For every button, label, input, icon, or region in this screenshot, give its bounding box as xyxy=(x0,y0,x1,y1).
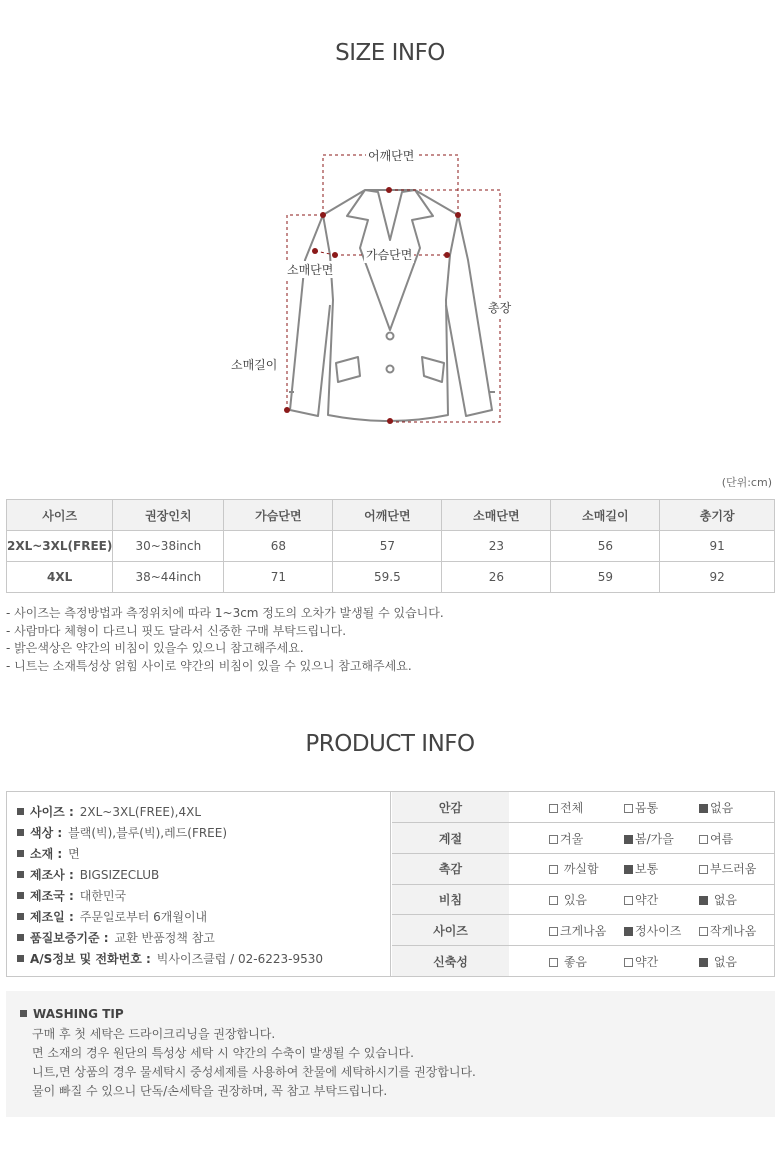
attribute-row xyxy=(392,884,774,915)
attribute-option xyxy=(549,891,624,908)
bullet-square-icon xyxy=(20,1010,27,1017)
detail-label: A/S정보 및 전화번호 : xyxy=(30,952,151,966)
cell-size: 2XL~3XL(FREE) xyxy=(7,531,113,562)
attribute-options xyxy=(509,853,774,884)
attribute-row xyxy=(392,915,774,946)
attribute-row xyxy=(392,792,774,823)
option-label: 있음 xyxy=(560,892,587,907)
option-label: 약간 xyxy=(635,892,659,907)
unchecked-box-icon xyxy=(699,835,708,844)
table-row xyxy=(7,562,775,593)
option-label: 없음 xyxy=(710,954,737,969)
attribute-options xyxy=(509,884,774,915)
bullet-square-icon xyxy=(17,829,24,836)
unchecked-box-icon xyxy=(624,896,633,905)
attribute-option xyxy=(624,799,699,816)
cell-total-length: 91 xyxy=(660,531,775,562)
cell-sleeve-length: 56 xyxy=(551,531,660,562)
attribute-name: 신축성 xyxy=(392,945,509,976)
attribute-option xyxy=(699,922,774,939)
wash-line: 면 소재의 경우 원단의 특성상 세탁 시 약간의 수축이 발생될 수 있습니다. xyxy=(32,1046,414,1060)
attribute-row xyxy=(392,945,774,976)
option-label: 겨울 xyxy=(560,831,584,846)
detail-label: 제조일 : xyxy=(30,910,74,924)
attribute-option xyxy=(699,830,774,847)
washing-tip-label: WASHING TIP xyxy=(33,1007,124,1021)
detail-label: 품질보증기준 : xyxy=(30,931,109,945)
option-label: 없음 xyxy=(710,892,737,907)
detail-value: 대한민국 xyxy=(79,889,127,903)
unchecked-box-icon xyxy=(549,835,558,844)
detail-value: 빅사이즈클럽 / 02-6223-9530 xyxy=(156,952,324,966)
detail-label: 소재 : xyxy=(30,847,63,861)
jacket-illustration xyxy=(0,140,780,440)
table-row xyxy=(7,531,775,562)
attribute-option xyxy=(549,799,624,816)
detail-value: 블랙(빅),블루(빅),레드(FREE) xyxy=(68,826,228,840)
attribute-option xyxy=(624,830,699,847)
option-label: 봄/가을 xyxy=(635,831,674,846)
detail-value: 교환 반품정책 참고 xyxy=(114,931,215,945)
cell-total-length: 92 xyxy=(660,562,775,593)
detail-value: 면 xyxy=(68,847,80,861)
jacket-outline xyxy=(289,190,495,421)
label-length: 총장 xyxy=(488,301,512,315)
label-sleeve-length: 소매길이 xyxy=(231,358,278,372)
size-info-title: SIZE INFO xyxy=(335,40,445,66)
cell-inch: 38~44inch xyxy=(113,562,224,593)
note-line: - 니트는 소재특성상 얽힘 사이로 약간의 비침이 있을 수 있으니 참고해주세요. xyxy=(6,658,412,673)
attribute-option xyxy=(549,922,624,939)
detail-label: 제조사 : xyxy=(30,868,74,882)
attribute-name: 안감 xyxy=(392,792,509,823)
option-label: 여름 xyxy=(710,831,734,846)
bullet-square-icon xyxy=(17,955,24,962)
header-sleeve-length: 소매길이 xyxy=(551,500,660,531)
attribute-option xyxy=(699,799,774,816)
header-inch: 권장인치 xyxy=(113,500,224,531)
attribute-options xyxy=(509,945,774,976)
detail-label: 제조국 : xyxy=(30,889,74,903)
note-line: - 사람마다 체형이 다르니 핏도 달라서 신중한 구매 부탁드립니다. xyxy=(6,623,347,638)
option-label: 보통 xyxy=(635,862,659,877)
attribute-option xyxy=(699,891,774,908)
product-info-title: PRODUCT INFO xyxy=(305,731,475,757)
header-total-length: 총기장 xyxy=(660,500,775,531)
option-label: 좋음 xyxy=(560,954,587,969)
detail-label: 색상 : xyxy=(30,826,63,840)
detail-value: BIGSIZECLUB xyxy=(79,868,160,882)
cell-shoulder: 57 xyxy=(333,531,442,562)
attribute-option xyxy=(624,922,699,939)
unchecked-box-icon xyxy=(549,865,558,874)
detail-row xyxy=(17,823,390,844)
size-table-header xyxy=(7,500,775,531)
option-label: 까실함 xyxy=(560,862,599,877)
checked-box-icon xyxy=(699,958,708,967)
bullet-square-icon xyxy=(17,808,24,815)
bullet-square-icon xyxy=(17,871,24,878)
size-table xyxy=(6,499,775,593)
cell-chest: 68 xyxy=(224,531,333,562)
cell-size: 4XL xyxy=(7,562,113,593)
attribute-options xyxy=(509,823,774,854)
wash-line: 구매 후 첫 세탁은 드라이크리닝을 권장합니다. xyxy=(32,1027,276,1041)
product-details xyxy=(7,792,391,976)
cell-shoulder: 59.5 xyxy=(333,562,442,593)
detail-label: 사이즈 : xyxy=(30,805,74,819)
detail-row xyxy=(17,802,390,823)
cell-sleeve-width: 26 xyxy=(442,562,551,593)
unchecked-box-icon xyxy=(624,804,633,813)
checked-box-icon xyxy=(699,804,708,813)
label-chest: 가슴단면 xyxy=(366,248,413,262)
attribute-table xyxy=(392,792,774,976)
option-label: 부드러움 xyxy=(710,862,757,877)
attribute-option xyxy=(699,953,774,970)
attribute-name: 계절 xyxy=(392,823,509,854)
unchecked-box-icon xyxy=(549,804,558,813)
unit-label: (단위:cm) xyxy=(721,476,772,489)
attribute-options xyxy=(509,915,774,946)
attribute-options xyxy=(509,792,774,823)
bullet-square-icon xyxy=(17,913,24,920)
detail-value: 주문일로부터 6개월이내 xyxy=(79,910,208,924)
option-label: 없음 xyxy=(710,800,734,815)
detail-row xyxy=(17,886,390,907)
unchecked-box-icon xyxy=(624,958,633,967)
attribute-row xyxy=(392,823,774,854)
header-sleeve-width: 소매단면 xyxy=(442,500,551,531)
bullet-square-icon xyxy=(17,934,24,941)
attribute-name: 비침 xyxy=(392,884,509,915)
detail-row xyxy=(17,928,390,949)
cell-inch: 30~38inch xyxy=(113,531,224,562)
attribute-row xyxy=(392,853,774,884)
label-sleeve-width: 소매단면 xyxy=(287,263,334,277)
size-notes xyxy=(6,605,444,675)
header-chest: 가슴단면 xyxy=(224,500,333,531)
label-shoulder: 어깨단면 xyxy=(368,149,415,163)
checked-box-icon xyxy=(624,835,633,844)
detail-row xyxy=(17,949,390,970)
washing-tip xyxy=(6,991,775,1117)
jacket-diagram xyxy=(0,140,780,440)
header-size: 사이즈 xyxy=(7,500,113,531)
checked-box-icon xyxy=(624,865,633,874)
attribute-option xyxy=(549,953,624,970)
attribute-option xyxy=(624,891,699,908)
detail-row xyxy=(17,844,390,865)
bullet-square-icon xyxy=(17,850,24,857)
cell-sleeve-length: 59 xyxy=(551,562,660,593)
wash-line: 니트,면 상품의 경우 물세탁시 중성세제를 사용하여 찬물에 세탁하시기를 권장합니다. xyxy=(32,1065,476,1079)
attribute-option xyxy=(549,860,624,877)
unchecked-box-icon xyxy=(549,896,558,905)
unchecked-box-icon xyxy=(699,927,708,936)
wash-line: 물이 빠질 수 있으니 단독/손세탁을 권장하며, 꼭 참고 부탁드립니다. xyxy=(32,1084,388,1098)
option-label: 크게나옴 xyxy=(560,923,607,938)
attribute-name: 촉감 xyxy=(392,853,509,884)
attribute-option xyxy=(624,953,699,970)
unchecked-box-icon xyxy=(699,865,708,874)
option-label: 전체 xyxy=(560,800,584,815)
cell-sleeve-width: 23 xyxy=(442,531,551,562)
note-line: - 밝은색상은 약간의 비침이 있을수 있으니 참고해주세요. xyxy=(6,641,304,655)
bullet-square-icon xyxy=(17,892,24,899)
option-label: 작게나옴 xyxy=(710,923,757,938)
checked-box-icon xyxy=(699,896,708,905)
washing-tip-title xyxy=(20,1007,775,1021)
cell-chest: 71 xyxy=(224,562,333,593)
option-label: 몸통 xyxy=(635,800,659,815)
product-info-box xyxy=(6,791,775,977)
unchecked-box-icon xyxy=(549,958,558,967)
option-label: 정사이즈 xyxy=(635,923,682,938)
checked-box-icon xyxy=(624,927,633,936)
detail-value: 2XL~3XL(FREE),4XL xyxy=(79,805,202,819)
detail-row xyxy=(17,907,390,928)
attribute-option xyxy=(549,830,624,847)
option-label: 약간 xyxy=(635,954,659,969)
attribute-option xyxy=(624,860,699,877)
detail-row xyxy=(17,865,390,886)
attribute-name: 사이즈 xyxy=(392,915,509,946)
attribute-option xyxy=(699,860,774,877)
unchecked-box-icon xyxy=(549,927,558,936)
note-line: - 사이즈는 측정방법과 측정위치에 따라 1~3cm 정도의 오차가 발생될 수 있습니다. xyxy=(6,606,444,620)
header-shoulder: 어깨단면 xyxy=(333,500,442,531)
